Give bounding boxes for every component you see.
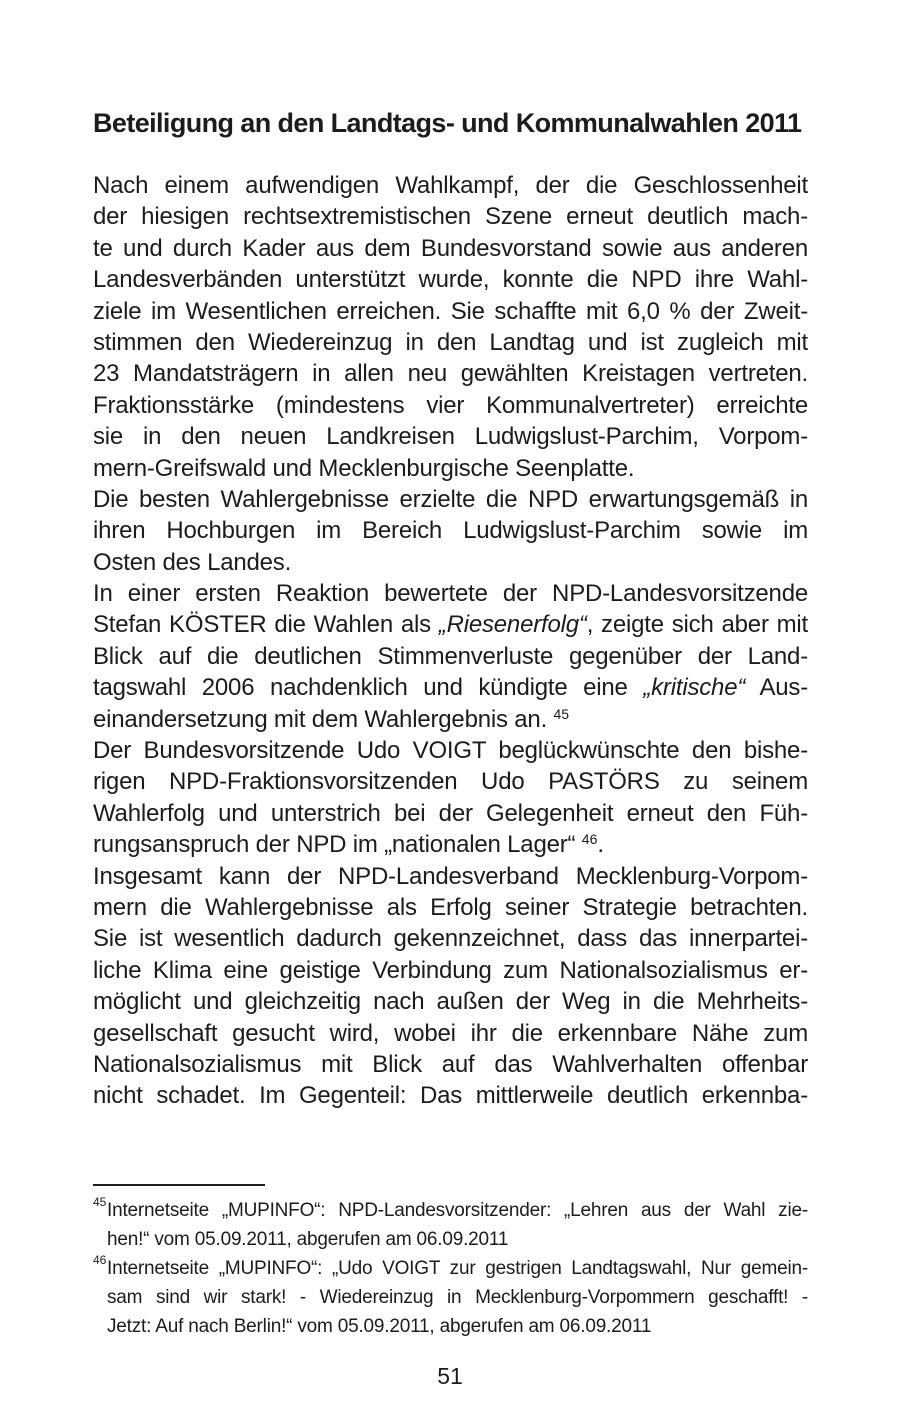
text-segment: gesellschaft gesucht wird, wobei ihr die erkennbare Nähe zum <box>93 1019 808 1047</box>
text-line <box>93 923 808 954</box>
text-segment: Nach einem aufwendigen Wahlkampf, der die Geschlossenheit <box>93 172 808 199</box>
text-line <box>93 955 808 986</box>
footnote-reference: 46 <box>581 831 598 848</box>
text-segment: Fraktionsstärke (mindestens vier Kommunalvertreter) erreichte <box>93 391 808 419</box>
text-line <box>93 704 808 735</box>
text-line <box>93 515 808 546</box>
page-number: 51 <box>437 1363 463 1389</box>
text-line <box>93 233 808 264</box>
text-line <box>93 1080 808 1111</box>
text-segment: Blick auf die deutlichen Stimmenverluste gegenüber der Land- <box>93 642 808 670</box>
text-segment: Sie ist wesentlich dadurch gekennzeichnet, dass das innerpartei- <box>93 925 808 953</box>
text-line <box>107 1225 808 1254</box>
text-segment: Stefan KÖSTER die Wahlen als <box>93 611 439 639</box>
text-line <box>93 264 808 295</box>
text-line <box>93 358 808 389</box>
text-line <box>93 986 808 1017</box>
text-line <box>93 766 808 797</box>
text-segment: Internetseite „MUPINFO“: NPD-Landesvorsitzender: „Lehren aus der Wahl zie- <box>107 1200 808 1221</box>
text-segment: . <box>597 831 604 859</box>
text-segment: , zeigte sich aber mit <box>586 611 808 639</box>
footnote-number: 46 <box>93 1253 107 1267</box>
text-line <box>93 861 808 892</box>
body-text <box>93 170 808 1112</box>
text-segment: einandersetzung mit dem Wahlergebnis an. <box>93 705 554 733</box>
text-segment: hen!“ vom 05.09.2011, abgerufen am 06.09.2011 <box>107 1229 509 1250</box>
text-segment: rungsanspruch der NPD im „nationalen Lager“ <box>93 831 582 859</box>
text-line <box>93 421 808 452</box>
text-segment: 23 Mandatsträgern in allen neu gewählten Kreistagen vertreten. <box>93 360 808 388</box>
footnote-item <box>93 1254 808 1341</box>
footnote-item <box>93 1196 808 1254</box>
section-heading: Beteiligung an den Landtags- und Kommunalwahlen 2011 <box>93 108 802 138</box>
text-segment: Landesverbänden unterstützt wurde, konnte die NPD ihre Wahl- <box>93 266 808 294</box>
text-segment: „kritische“ <box>643 674 746 702</box>
text-line <box>93 327 808 358</box>
text-line <box>93 892 808 923</box>
footnotes-section <box>93 1196 808 1341</box>
text-segment: stimmen den Wiedereinzug in den Landtag und ist zugleich mit <box>93 328 808 356</box>
text-segment: Wahlerfolg und unterstrich bei der Gelegenheit erneut den Füh- <box>93 799 808 827</box>
text-line <box>93 547 808 578</box>
text-line <box>93 578 808 609</box>
text-line <box>93 390 808 421</box>
text-segment: Osten des Landes. <box>93 548 292 576</box>
text-segment: In einer ersten Reaktion bewertete der NPD-Landesvorsitzende <box>93 580 808 608</box>
text-segment: rigen NPD-Fraktionsvorsitzenden Udo PASTÖRS zu seinem <box>93 768 808 796</box>
text-line <box>93 453 808 484</box>
text-line <box>93 484 808 515</box>
text-line <box>107 1196 808 1225</box>
footnote-number: 45 <box>93 1195 107 1209</box>
text-segment: Die besten Wahlergebnisse erzielte die NPD erwartungsgemäß in <box>93 485 808 513</box>
text-segment: der hiesigen rechtsextremistischen Szene erneut deutlich mach- <box>93 203 808 231</box>
text-segment: Nationalsozialismus mit Blick auf das Wahlverhalten offenbar <box>93 1050 808 1078</box>
text-segment: Aus- <box>745 674 808 702</box>
text-line <box>93 641 808 672</box>
text-segment: mern-Greifswald und Mecklenburgische Seenplatte. <box>93 454 635 482</box>
text-segment: sam sind wir stark! - Wiedereinzug in Mecklenburg-Vorpommern geschafft! - <box>107 1287 808 1308</box>
text-segment: Insgesamt kann der NPD-Landesverband Mecklenburg-Vorpom- <box>93 862 808 890</box>
text-segment: mern die Wahlergebnisse als Erfolg seiner Strategie betrachten. <box>93 893 808 921</box>
text-segment: Internetseite „MUPINFO“: „Udo VOIGT zur gestrigen Landtagswahl, Nur gemein- <box>107 1258 808 1279</box>
text-line <box>93 170 808 201</box>
text-line <box>93 829 808 860</box>
text-segment: ihren Hochburgen im Bereich Ludwigslust-Parchim sowie im <box>93 517 808 545</box>
text-segment: liche Klima eine geistige Verbindung zum Nationalsozialismus er- <box>93 956 808 984</box>
text-line <box>93 1049 808 1080</box>
footnote-separator <box>93 1184 265 1186</box>
text-segment: sie in den neuen Landkreisen Ludwigslust-Parchim, Vorpom- <box>93 423 808 451</box>
text-segment: möglicht und gleichzeitig nach außen der Weg in die Mehrheits- <box>93 988 808 1016</box>
text-line <box>93 735 808 766</box>
text-segment: tagswahl 2006 nachdenklich und kündigte eine <box>93 674 644 702</box>
text-line <box>93 201 808 232</box>
footnote-reference: 45 <box>553 705 570 722</box>
text-line <box>107 1254 808 1283</box>
text-line <box>107 1283 808 1312</box>
text-line <box>93 296 808 327</box>
text-line <box>107 1312 808 1341</box>
text-line <box>93 798 808 829</box>
text-segment: ziele im Wesentlichen erreichen. Sie schaffte mit 6,0 % der Zweit- <box>93 297 808 325</box>
text-segment: nicht schadet. Im Gegenteil: Das mittlerweile deutlich erkennba- <box>93 1082 808 1110</box>
text-line <box>93 672 808 703</box>
text-segment: Jetzt: Auf nach Berlin!“ vom 05.09.2011, abgerufen am 06.09.2011 <box>107 1316 652 1337</box>
text-segment: te und durch Kader aus dem Bundesvorstand sowie aus anderen <box>93 234 808 262</box>
text-segment: Der Bundesvorsitzende Udo VOIGT beglückwünschte den bishe- <box>93 737 808 765</box>
text-line <box>93 1018 808 1049</box>
text-segment: „Riesenerfolg“ <box>438 611 587 639</box>
text-line <box>93 609 808 640</box>
